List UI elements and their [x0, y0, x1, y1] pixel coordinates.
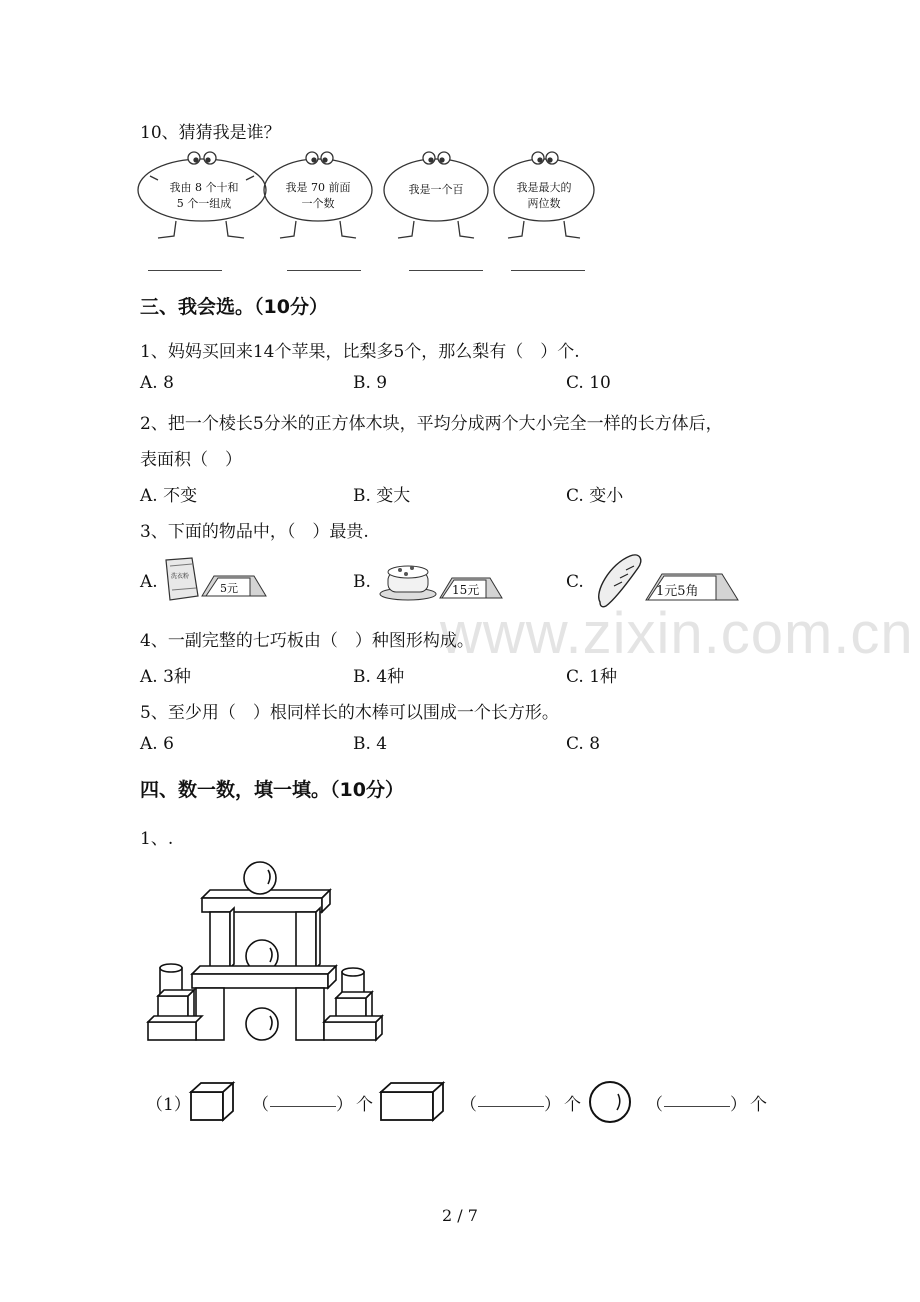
s3-q2-option-c[interactable]: C. 变小 — [566, 486, 624, 506]
s3-q5-stem: 5、至少用（ ）根同样长的木棒可以围成一个长方形。 — [140, 703, 559, 723]
sphere-count-blank[interactable] — [664, 1106, 730, 1107]
s3-q5-option-b[interactable]: B. 4 — [353, 734, 388, 754]
cake-icon — [378, 556, 508, 606]
s4-q1-label: 1、. — [140, 829, 174, 849]
cube-count-paren-close: ） — [336, 1095, 353, 1115]
q10-bubble-2-line1: 我是 70 前面 — [285, 181, 351, 194]
s3-q1-option-a[interactable]: A. 8 — [140, 373, 174, 393]
q10-answer-blank-3[interactable] — [409, 270, 483, 271]
price-tag-a: 5元 — [220, 582, 238, 595]
s3-q3-option-b[interactable]: B. — [353, 572, 371, 592]
s3-q4-stem: 4、一副完整的七巧板由（ ）种图形构成。 — [140, 631, 474, 651]
q10-bubble-4-line2: 两位数 — [527, 197, 561, 210]
cuboid-count-unit: 个 — [564, 1095, 581, 1115]
price-tag-c: 1元5角 — [656, 584, 699, 599]
q10-answer-blank-1[interactable] — [148, 270, 222, 271]
bread-icon — [592, 552, 742, 610]
sphere-count-unit: 个 — [750, 1095, 767, 1115]
q10-bubble-1 — [140, 180, 268, 212]
q10-bubble-3-line1: 我是一个百 — [408, 183, 464, 196]
q10-answer-blank-4[interactable] — [511, 270, 585, 271]
sphere-count-paren-open: （ — [646, 1095, 663, 1115]
s4-q1-row-label: （1） — [146, 1095, 191, 1115]
section3-title: 三、我会选。（10分） — [140, 296, 328, 318]
s3-q3-option-a[interactable]: A. — [140, 572, 158, 592]
detergent-bag-label: 洗衣粉 — [171, 573, 190, 580]
s3-q2-option-a[interactable]: A. 不变 — [140, 486, 198, 506]
page-number: 2 / 7 — [442, 1206, 478, 1225]
s3-q4-option-c[interactable]: C. 1种 — [566, 667, 618, 687]
watermark: www.zixin.com.cn — [440, 601, 914, 666]
s3-q1-stem: 1、妈妈买回来14个苹果，比梨多5个，那么梨有（ ）个. — [140, 342, 580, 362]
q10-bubble-3 — [384, 182, 488, 198]
s3-q1-option-b[interactable]: B. 9 — [353, 373, 388, 393]
s3-q5-option-a[interactable]: A. 6 — [140, 734, 174, 754]
q10-bubble-2-line2: 一个数 — [301, 197, 335, 210]
cube-count-paren-open: （ — [252, 1095, 269, 1115]
s3-q2-stem-line2: 表面积（ ） — [140, 450, 242, 470]
cuboid-icon — [378, 1080, 446, 1122]
price-tag-b: 15元 — [452, 583, 480, 597]
cube-count-blank[interactable] — [270, 1106, 336, 1107]
s3-q3-stem: 3、下面的物品中，（ ）最贵. — [140, 522, 369, 542]
q10-bubble-1-line1: 我由 8 个十和 — [169, 181, 239, 194]
section4-title: 四、数一数，填一填。（10分） — [140, 779, 404, 801]
s3-q5-option-c[interactable]: C. 8 — [566, 734, 601, 754]
cuboid-count-blank[interactable] — [478, 1106, 544, 1107]
s3-q2-option-b[interactable]: B. 变大 — [353, 486, 411, 506]
detergent-bag-icon — [162, 556, 272, 606]
building-blocks-figure — [144, 858, 388, 1058]
cuboid-count-paren-close: ） — [544, 1095, 561, 1115]
q10-answer-blank-2[interactable] — [287, 270, 361, 271]
q10-title: 10、猜猜我是谁？ — [140, 123, 281, 143]
q10-bubble-4 — [494, 180, 594, 212]
q10-bubble-4-line1: 我是最大的 — [516, 181, 572, 194]
s3-q1-option-c[interactable]: C. 10 — [566, 373, 611, 393]
cuboid-count-paren-open: （ — [460, 1095, 477, 1115]
sphere-icon — [586, 1078, 634, 1126]
s3-q3-option-c[interactable]: C. — [566, 572, 584, 592]
cube-icon — [188, 1080, 238, 1122]
s3-q4-option-b[interactable]: B. 4种 — [353, 667, 405, 687]
sphere-count-paren-close: ） — [730, 1095, 747, 1115]
s3-q2-stem-line1: 2、把一个棱长5分米的正方体木块，平均分成两个大小完全一样的长方体后， — [140, 414, 723, 434]
q10-bubble-1-line2: 5 个一组成 — [176, 197, 232, 210]
cube-count-unit: 个 — [356, 1095, 373, 1115]
s3-q4-option-a[interactable]: A. 3种 — [140, 667, 191, 687]
q10-bubble-2 — [264, 180, 372, 212]
